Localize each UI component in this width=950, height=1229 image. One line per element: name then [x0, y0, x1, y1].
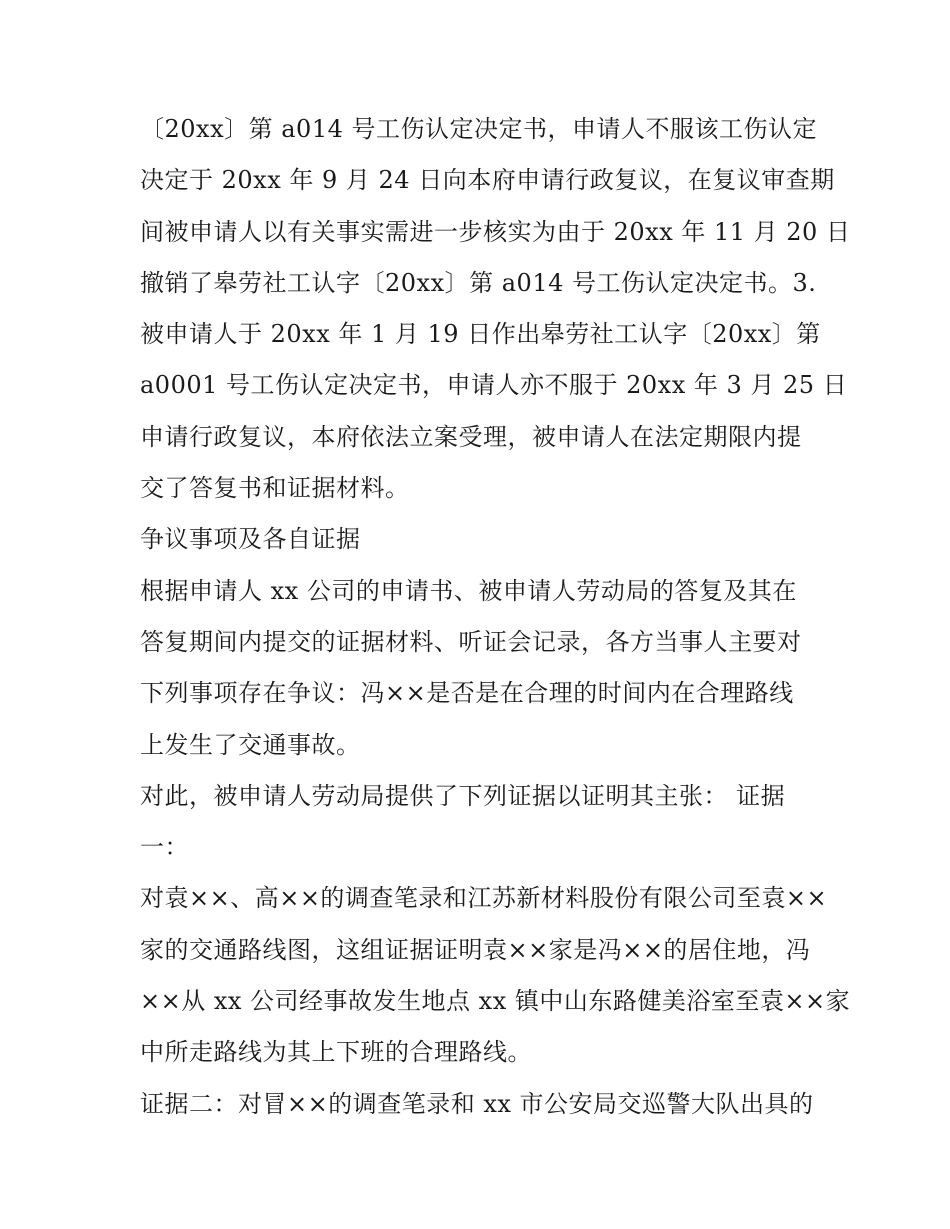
text-line: 中所走路线为其上下班的合理路线。	[140, 1038, 532, 1067]
text-line: a0001 号工伤认定决定书，申请人亦不服于 20xx 年 3 月 25 日	[140, 371, 848, 400]
text-line: 对袁××、高××的调查笔录和江苏新材料股份有限公司至袁××	[140, 884, 828, 913]
section-heading: 争议事项及各自证据	[140, 525, 361, 554]
text-line: 被申请人于 20xx 年 1 月 19 日作出皋劳社工认字〔20xx〕第	[140, 320, 821, 349]
text-line: 决定于 20xx 年 9 月 24 日向本府申请行政复议，在复议审查期	[140, 166, 835, 195]
text-line: 答复期间内提交的证据材料、听证会记录，各方当事人主要对	[140, 627, 802, 656]
text-line: 对此，被申请人劳动局提供了下列证据以证明其主张： 证据	[140, 781, 786, 810]
text-line: 撤销了皋劳社工认字〔20xx〕第 a014 号工伤认定决定书。3.	[140, 268, 817, 297]
document-body	[140, 104, 851, 1130]
text-line: ××从 xx 公司经事故发生地点 xx 镇中山东路健美浴室至袁××家	[140, 987, 851, 1016]
text-line: 证据二：对冒××的调查笔录和 xx 市公安局交巡警大队出具的	[140, 1089, 814, 1118]
text-line: 上发生了交通事故。	[140, 730, 361, 759]
text-line: 交了答复书和证据材料。	[140, 474, 410, 503]
text-line: 下列事项存在争议：冯××是否是在合理的时间内在合理路线	[140, 679, 794, 708]
text-line: 一：	[140, 833, 189, 862]
text-line: 〔20xx〕第 a014 号工伤认定决定书，申请人不服该工伤认定	[140, 115, 817, 143]
text-line: 申请行政复议，本府依法立案受理，被申请人在法定期限内提	[140, 422, 802, 451]
text-line: 间被申请人以有关事实需进一步核实为由于 20xx 年 11 月 20 日	[140, 217, 851, 246]
text-line: 家的交通路线图，这组证据证明袁××家是冯××的居住地，冯	[140, 935, 811, 964]
text-line: 根据申请人 xx 公司的申请书、被申请人劳动局的答复及其在	[140, 576, 797, 605]
